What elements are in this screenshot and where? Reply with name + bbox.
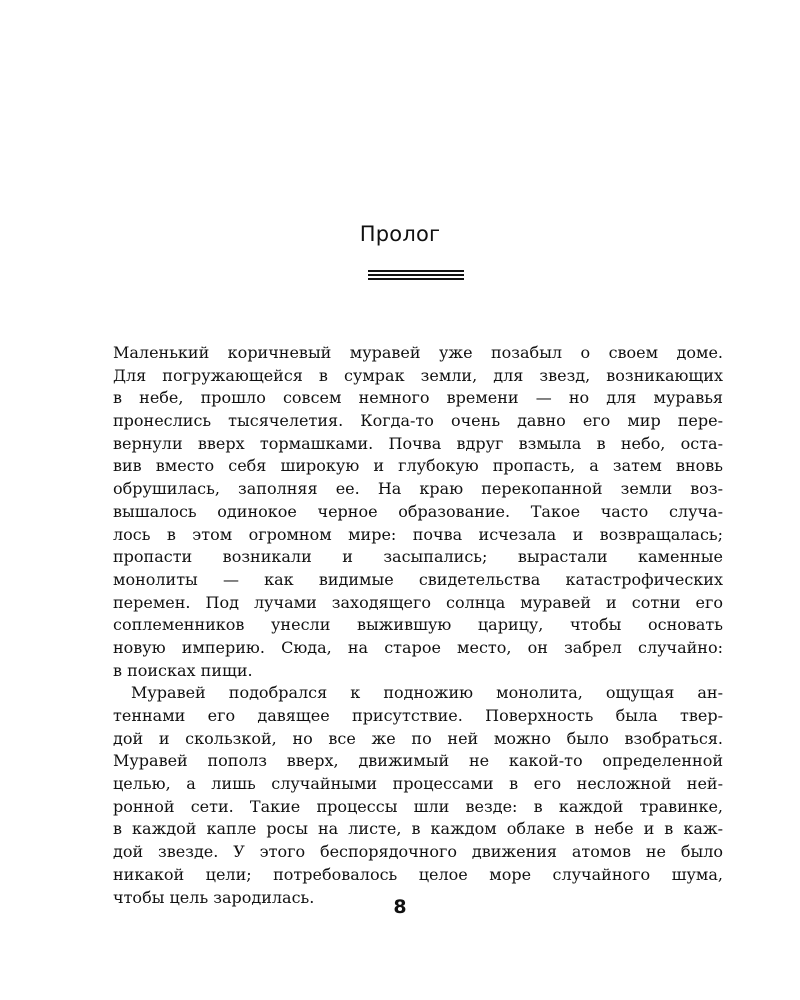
text-line: пронеслись тысячелетия. Когда-то очень давно его мир пере- (113, 411, 723, 431)
ornament-rule (368, 274, 464, 276)
page-number: 8 (393, 896, 407, 918)
text-line: дой и скользкой, но все же по ней можно было взобраться. (113, 728, 723, 748)
text-line: перемен. Под лучами заходящего солнца муравей и сотни его (113, 592, 723, 612)
text-line: обрушилась, заполняя ее. На краю перекопанной земли воз- (113, 479, 723, 499)
text-line: новую империю. Сюда, на старое место, он забрел случайно: (113, 637, 723, 657)
ornament-rule (368, 270, 464, 272)
text-line: дой звезде. У этого беспорядочного движения атомов не было (113, 842, 723, 862)
text-line: вышалось одинокое черное образование. Такое часто случа- (113, 501, 723, 521)
body-text (113, 342, 723, 909)
text-line: вив вместо себя широкую и глубокую пропасть, а затем вновь (113, 456, 723, 476)
text-line: в каждой капле росы на листе, в каждом облаке в небе и в каж- (113, 819, 723, 839)
text-line: никакой цели; потребовалось целое море случайного шума, (113, 864, 723, 884)
text-line: пропасти возникали и засыпались; вырастали каменные (113, 547, 723, 567)
text-line: вернули вверх тормашками. Почва вдруг взмыла в небо, оста- (113, 433, 723, 453)
paragraph-1 (113, 342, 723, 682)
text-line: Муравей подобрался к подножию монолита, ощущая ан- (131, 683, 723, 703)
ornament-rule (368, 278, 464, 280)
text-line: соплеменников унесли выжившую царицу, чтобы основать (113, 615, 723, 635)
paragraph-2 (113, 682, 723, 909)
text-line: Для погружающейся в сумрак земли, для звезд, возникающих (113, 365, 723, 385)
text-line: целью, а лишь случайными процессами в его несложной ней- (113, 774, 723, 794)
text-line: монолиты — как видимые свидетельства катастрофических (113, 569, 723, 589)
text-line: в поисках пищи. (113, 660, 253, 680)
text-line: Муравей пополз вверх, движимый не какой-то определенной (113, 751, 723, 771)
text-line: теннами его давящее присутствие. Поверхность была твер- (113, 706, 723, 725)
chapter-title: Пролог (359, 222, 441, 246)
text-line: чтобы цель зародилась. (113, 887, 315, 907)
text-line: ронной сети. Такие процессы шли везде: в каждой травинке, (113, 796, 723, 816)
title-ornament (368, 270, 464, 282)
text-line: Маленький коричневый муравей уже позабыл о своем доме. (113, 343, 723, 362)
text-line: в небе, прошло совсем немного времени — но для муравья (113, 388, 723, 408)
text-line: лось в этом огромном мире: почва исчезала и возвращалась; (113, 524, 723, 544)
